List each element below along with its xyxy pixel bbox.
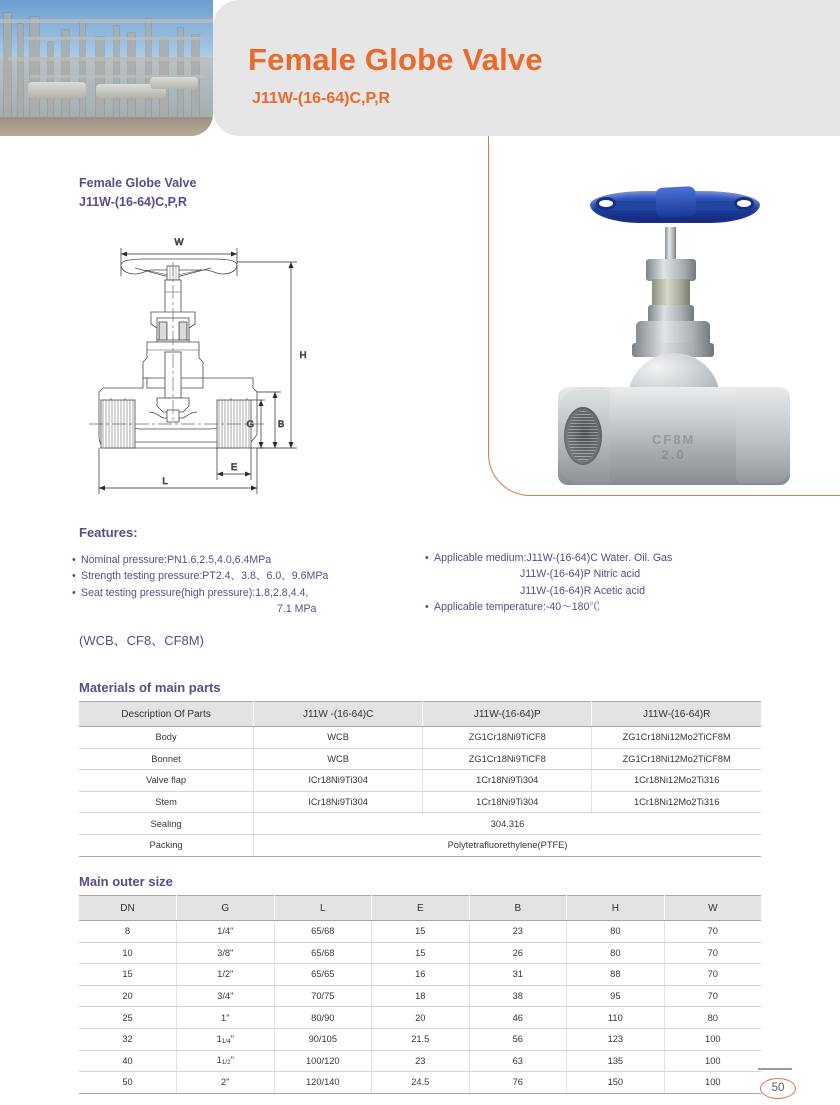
features-right-column	[425, 550, 765, 616]
materials-table	[79, 701, 761, 857]
feature-item: • Strength testing pressure:PT2.4、3.8、6.0、9.6MPa	[72, 570, 329, 583]
col-header-part: Description Of Parts	[79, 702, 254, 727]
svg-text:W: W	[174, 237, 184, 248]
cell-dn: 20	[79, 985, 177, 1007]
cell-h: 95	[567, 985, 665, 1007]
cell-h: 150	[567, 1072, 665, 1094]
cell-merged-value: Polytetrafluorethylene(PTFE)	[254, 834, 761, 856]
cell-e: 15	[372, 921, 470, 943]
table-row	[79, 770, 761, 792]
cell-l: 80/90	[274, 1007, 372, 1029]
cell-g: 1"	[177, 1007, 275, 1029]
cell-dn: 25	[79, 1007, 177, 1029]
feature-item: • Applicable medium:J11W-(16-64)C Water. Oil. Gas	[425, 552, 673, 564]
cell-h: 135	[567, 1050, 665, 1072]
table-row	[79, 964, 761, 986]
cell-c: WCB	[254, 727, 423, 749]
cell-c: ICr18Ni9Ti304	[254, 791, 423, 813]
table-row	[79, 1072, 761, 1094]
cell-b: 23	[469, 921, 567, 943]
cell-b: 76	[469, 1072, 567, 1094]
cell-dn: 50	[79, 1072, 177, 1094]
cell-part: Bonnet	[79, 748, 254, 770]
cell-e: 23	[372, 1050, 470, 1072]
cell-g: $1_{1/4}$"	[177, 1028, 275, 1050]
col-header-w: W	[664, 896, 761, 921]
col-header-g: G	[177, 896, 275, 921]
cell-part: Packing	[79, 834, 254, 856]
plant-structure	[0, 8, 213, 120]
cell-g: 1/4"	[177, 921, 275, 943]
cell-h: 123	[567, 1028, 665, 1050]
table-row	[79, 834, 761, 856]
cell-l: 65/68	[274, 942, 372, 964]
cell-b: 56	[469, 1028, 567, 1050]
cell-w: 100	[664, 1050, 761, 1072]
cell-w: 70	[664, 964, 761, 986]
table-row	[79, 748, 761, 770]
feature-item: • Seat testing pressure(high pressure):1.8,2.8,4.4,	[72, 586, 309, 599]
cell-p: 1Cr18Ni9Ti304	[423, 770, 592, 792]
globe-valve-photo	[540, 175, 810, 475]
feature-continuation: J11W-(16-64)P Nitric acid	[520, 568, 641, 581]
features-title: Features:	[79, 525, 138, 540]
cell-dn: 40	[79, 1050, 177, 1072]
cell-part: Sealing	[79, 813, 254, 835]
cell-dn: 10	[79, 942, 177, 964]
cell-l: 65/68	[274, 921, 372, 943]
cell-l: 120/140	[274, 1072, 372, 1094]
col-header-r: J11W-(16-64)R	[592, 702, 761, 727]
cell-p: 1Cr18Ni9Ti304	[423, 791, 592, 813]
cell-b: 31	[469, 964, 567, 986]
ground	[0, 117, 213, 136]
cell-c: ICr18Ni9Ti304	[254, 770, 423, 792]
cell-b: 63	[469, 1050, 567, 1072]
table-header-row	[79, 702, 761, 727]
col-header-e: E	[372, 896, 470, 921]
globe-valve-cross-section-drawing	[85, 232, 325, 500]
bore-threads	[568, 411, 598, 461]
product-name: Female Globe Valve	[79, 176, 197, 190]
cell-e: 15	[372, 942, 470, 964]
cell-p: ZG1Cr18Ni9TiCF8	[423, 748, 592, 770]
cell-merged-value: 304.316	[254, 813, 761, 835]
table-row	[79, 813, 761, 835]
page-model: J11W-(16-64)C,P,R	[252, 90, 391, 107]
cell-b: 38	[469, 985, 567, 1007]
col-header-l: L	[274, 896, 372, 921]
cell-g: 2"	[177, 1072, 275, 1094]
cell-dn: 8	[79, 921, 177, 943]
cell-part: Body	[79, 727, 254, 749]
upper-nut	[646, 259, 696, 281]
col-header-b: B	[469, 896, 567, 921]
cell-b: 46	[469, 1007, 567, 1029]
cell-g: 1/2"	[177, 964, 275, 986]
cell-l: 70/75	[274, 985, 372, 1007]
table-row	[79, 942, 761, 964]
cell-c: WCB	[254, 748, 423, 770]
cell-w: 100	[664, 1072, 761, 1094]
cell-r: 1Cr18Ni12Mo2Ti316	[592, 791, 761, 813]
cell-part: Stem	[79, 791, 254, 813]
cell-e: 18	[372, 985, 470, 1007]
col-header-c: J11W -(16-64)C	[254, 702, 423, 727]
cell-b: 26	[469, 942, 567, 964]
body-marking: CF8M 2.0	[652, 432, 696, 462]
cell-r: ZG1Cr18Ni12Mo2TiCF8M	[592, 727, 761, 749]
cell-p: ZG1Cr18Ni9TiCF8	[423, 727, 592, 749]
cell-r: 1Cr18Ni12Mo2Ti316	[592, 770, 761, 792]
cell-dn: 15	[79, 964, 177, 986]
cell-dn: 32	[79, 1028, 177, 1050]
cell-w: 80	[664, 1007, 761, 1029]
cell-w: 100	[664, 1028, 761, 1050]
feature-item: • Nominal pressure:PN1.6,2.5,4.0,6.4MPa	[72, 554, 272, 566]
cell-w: 70	[664, 985, 761, 1007]
page-header	[0, 0, 840, 136]
cell-e: 20	[372, 1007, 470, 1029]
col-header-p: J11W-(16-64)P	[423, 702, 592, 727]
feature-continuation: 7.1 MPa	[277, 603, 317, 616]
table-row	[79, 921, 761, 943]
outlet-end	[736, 389, 790, 483]
handwheel	[590, 183, 760, 231]
cell-h: 80	[567, 921, 665, 943]
svg-text:G: G	[246, 419, 254, 430]
page-number: 50	[760, 1078, 796, 1099]
page-title: Female Globe Valve	[248, 42, 543, 77]
cell-w: 70	[664, 942, 761, 964]
features-left-column	[72, 552, 422, 618]
table-row	[79, 791, 761, 813]
table-row	[79, 985, 761, 1007]
product-name-block	[79, 174, 196, 212]
table-row	[79, 1050, 761, 1072]
outer-size-table-title: Main outer size	[79, 874, 173, 889]
cell-g: 3/8"	[177, 942, 275, 964]
cell-g: 3/4"	[177, 985, 275, 1007]
product-model: J11W-(16-64)C,P,R	[79, 194, 187, 209]
col-header-dn: DN	[79, 896, 177, 921]
cell-part: Valve flap	[79, 770, 254, 792]
cell-l: 100/120	[274, 1050, 372, 1072]
cell-w: 70	[664, 921, 761, 943]
cell-g: $1_{1/2}$"	[177, 1050, 275, 1072]
table-row	[79, 727, 761, 749]
alloy-note: (WCB、CF8、CF8M)	[79, 633, 204, 648]
cell-h: 110	[567, 1007, 665, 1029]
cell-l: 90/105	[274, 1028, 372, 1050]
footer-rule	[758, 1068, 792, 1070]
svg-text:H: H	[299, 350, 307, 361]
table-row	[79, 1007, 761, 1029]
cell-h: 88	[567, 964, 665, 986]
feature-continuation: J11W-(16-64)R Acetic acid	[520, 584, 646, 597]
outer-size-table	[79, 895, 761, 1094]
col-header-h: H	[567, 896, 665, 921]
svg-text:L: L	[162, 476, 168, 487]
industrial-plant-photo	[0, 0, 213, 136]
feature-item: • Applicable temperature:-40～180℃	[425, 601, 601, 614]
cell-h: 80	[567, 942, 665, 964]
materials-table-title: Materials of main parts	[79, 680, 221, 695]
cell-e: 16	[372, 964, 470, 986]
materials-section	[79, 680, 761, 857]
cell-r: ZG1Cr18Ni12Mo2TiCF8M	[592, 748, 761, 770]
outer-size-section	[79, 874, 761, 1094]
cell-e: 21.5	[372, 1028, 470, 1050]
gland-packing	[652, 279, 690, 307]
table-row	[79, 1028, 761, 1050]
svg-text:E: E	[230, 462, 238, 473]
valve-stem	[665, 227, 676, 261]
table-header-row	[79, 896, 761, 921]
svg-text:B: B	[277, 419, 285, 430]
cell-e: 24.5	[372, 1072, 470, 1094]
cell-l: 65/65	[274, 964, 372, 986]
